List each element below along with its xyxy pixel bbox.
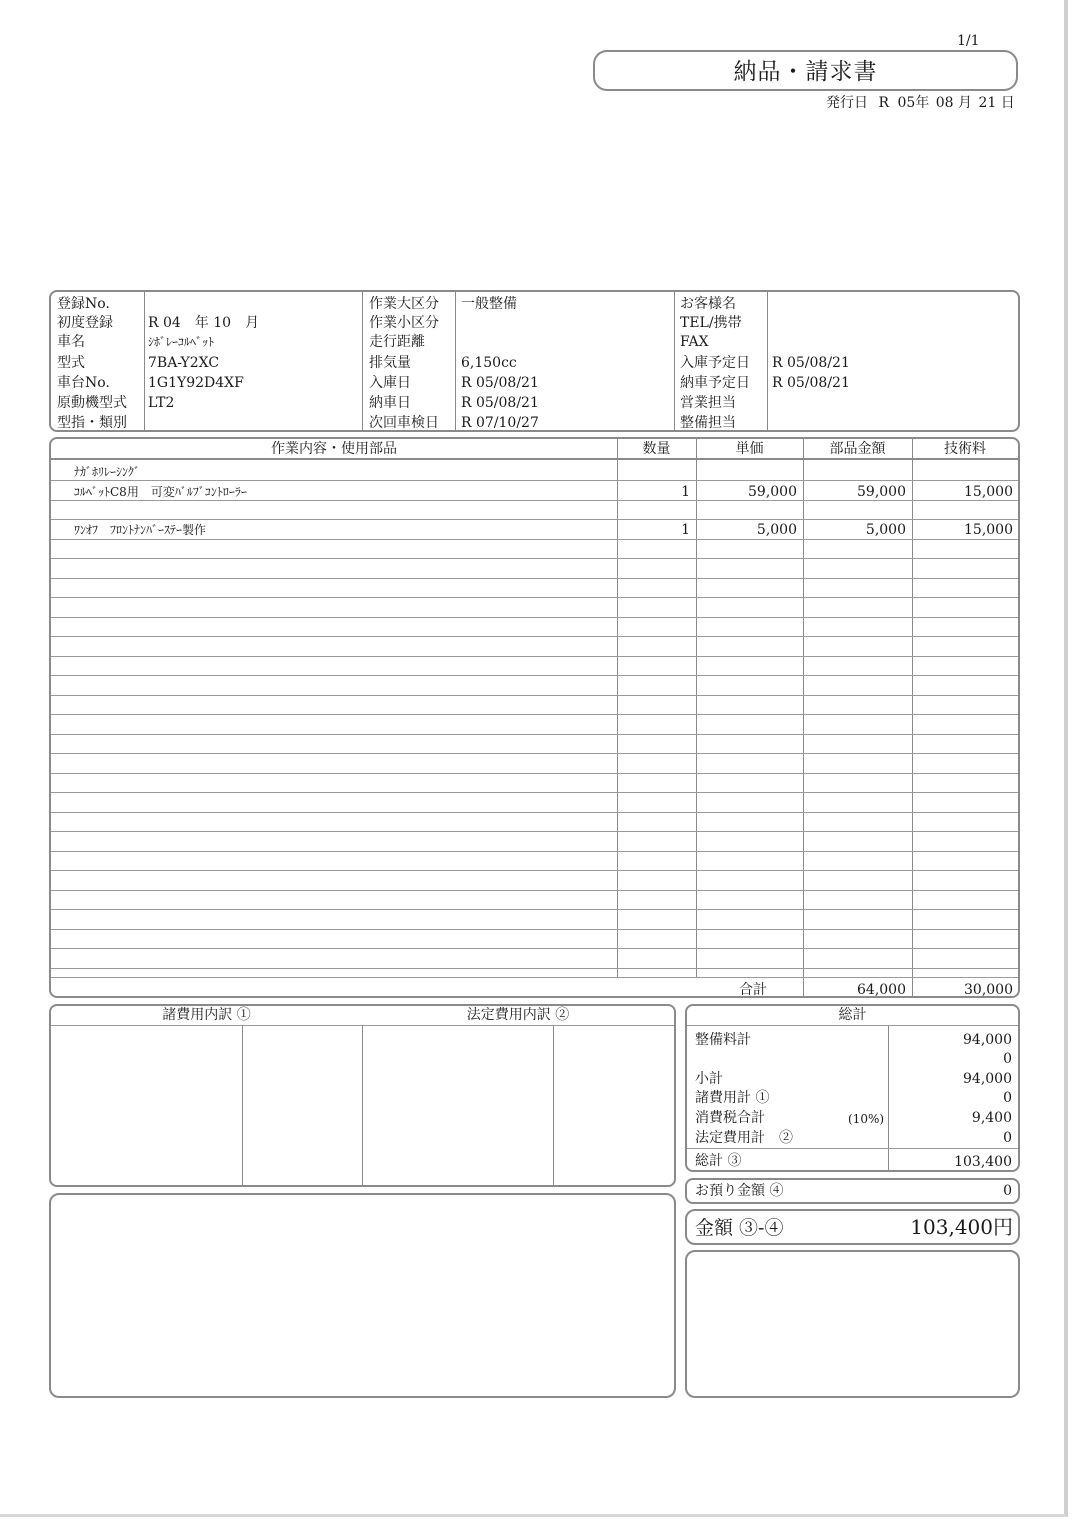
table-rule (51, 929, 1018, 930)
page-number: 1/1 (957, 33, 980, 49)
table-rule (51, 870, 1018, 871)
issue-date-label: 発行日 (826, 95, 868, 111)
deposit-box (685, 1178, 1020, 1204)
grand-total-value: 103,400 (954, 1154, 1012, 1170)
row-description: ﾅｶﾞﾎﾘﾚｰｼﾝｸﾞ (74, 465, 141, 479)
table-rule (51, 480, 1018, 481)
displacement-label: 排気量 (369, 355, 411, 371)
table-rule (51, 968, 1018, 969)
table-rule (51, 773, 1018, 774)
in-date-label: 入庫日 (369, 375, 411, 391)
row-technical-fee: 15,000 (964, 484, 1013, 500)
title-box (593, 50, 1018, 91)
table-rule (51, 539, 1018, 540)
reg-no-label: 登録No. (57, 296, 110, 312)
blank-line-value: 0 (1003, 1051, 1012, 1067)
engine-value: LT2 (148, 395, 175, 411)
amount-due-label: 金額 ③-④ (695, 1217, 784, 1239)
next-inspection-value: R 07/10/27 (461, 415, 539, 431)
table-rule (51, 695, 1018, 696)
first-reg-value: R 04 年 10 月 (148, 315, 260, 331)
legal-total-value: 0 (1003, 1130, 1012, 1146)
table-rule (51, 714, 1018, 715)
planned-delivery-value: R 05/08/21 (772, 375, 850, 391)
table-rule (51, 617, 1018, 618)
tech-total: 30,000 (964, 982, 1013, 998)
grand-total-label: 総計 ③ (695, 1153, 742, 1169)
work-minor-label: 作業小区分 (369, 315, 439, 331)
issue-day-unit: 日 (1000, 95, 1015, 111)
subtotal-label: 小計 (695, 1071, 723, 1087)
document-title: 納品・請求書 (733, 59, 878, 85)
table-rule (51, 948, 1018, 949)
table-rule (51, 636, 1018, 637)
table-rule (51, 909, 1018, 910)
issue-month-unit: 月 (958, 95, 973, 111)
tel-label: TEL/携帯 (680, 315, 742, 331)
row-quantity: 1 (681, 522, 690, 538)
header-description: 作業内容・使用部品 (271, 441, 397, 457)
parts-total: 64,000 (857, 982, 906, 998)
delivery-date-value: R 05/08/21 (461, 395, 539, 411)
subtotal-value: 94,000 (963, 1071, 1012, 1087)
table-rule (51, 851, 1018, 852)
delivery-date-label: 納車日 (369, 395, 411, 411)
summary-title: 総計 (838, 1007, 867, 1023)
table-rule (51, 792, 1018, 793)
in-date-value: R 05/08/21 (461, 375, 539, 391)
header-quantity: 数量 (642, 441, 671, 457)
amount-due-box (685, 1209, 1020, 1245)
type-label: 型指・類別 (57, 415, 127, 431)
remarks-box (49, 1193, 676, 1398)
table-rule (51, 977, 1018, 978)
stamp-box (685, 1250, 1020, 1398)
legal-total-label: 法定費用計 ② (695, 1130, 793, 1146)
deposit-value: 0 (1003, 1183, 1012, 1199)
issue-year: 05 (897, 95, 916, 111)
table-rule (51, 558, 1018, 559)
header-technical-fee: 技術料 (944, 441, 986, 457)
issue-month: 08 (935, 95, 954, 111)
table-rule (51, 753, 1018, 754)
table-rule (51, 656, 1018, 657)
row-quantity: 1 (681, 484, 690, 500)
next-inspection-label: 次回車検日 (369, 415, 439, 431)
mileage-label: 走行距離 (369, 334, 425, 350)
car-name-value: ｼﾎﾞﾚｰｺﾙﾍﾞｯﾄ (148, 335, 215, 349)
maintenance-total-value: 94,000 (963, 1032, 1012, 1048)
work-major-label: 作業大区分 (369, 296, 439, 312)
deposit-label: お預り金額 ④ (695, 1183, 784, 1199)
issue-era: R (878, 95, 889, 111)
planned-in-value: R 05/08/21 (772, 355, 850, 371)
total-label: 合計 (739, 982, 767, 998)
row-parts-amount: 59,000 (857, 484, 906, 500)
row-technical-fee: 15,000 (964, 522, 1013, 538)
issue-date (826, 94, 1015, 112)
table-rule (51, 831, 1018, 832)
planned-in-label: 入庫予定日 (680, 355, 750, 371)
chassis-value: 1G1Y92D4XF (148, 375, 244, 391)
first-reg-label: 初度登録 (57, 315, 113, 331)
customer-name-label: お客様名 (680, 296, 736, 312)
amount-due-value: 103,400円 (910, 1215, 1013, 1239)
displacement-value: 6,150cc (461, 355, 517, 371)
model-label: 型式 (57, 355, 85, 371)
work-major-value: 一般整備 (461, 296, 517, 312)
table-rule (51, 890, 1018, 891)
misc-fees-header: 諸費用内訳 ① (162, 1007, 251, 1023)
row-unit-price: 5,000 (756, 522, 797, 538)
model-value: 7BA-Y2XC (148, 355, 220, 371)
row-description: ﾜﾝｵﾌ ﾌﾛﾝﾄﾅﾝﾊﾞｰｽﾃｰ製作 (74, 523, 207, 537)
table-rule (51, 812, 1018, 813)
tax-value: 9,400 (971, 1110, 1012, 1126)
row-description: ｺﾙﾍﾞｯﾄC8用 可変ﾊﾞﾙﾌﾞｺﾝﾄﾛｰﾗｰ (74, 485, 247, 499)
header-parts-amount: 部品金額 (829, 441, 886, 457)
table-rule (51, 597, 1018, 598)
sales-rep-label: 営業担当 (680, 395, 736, 411)
table-rule (51, 519, 1018, 520)
tax-label: 消費税合計 (695, 1110, 765, 1126)
tax-rate: (10%) (848, 1112, 885, 1126)
issue-day: 21 (978, 95, 997, 111)
mechanic-label: 整備担当 (680, 415, 736, 431)
chassis-label: 車台No. (57, 375, 110, 391)
row-parts-amount: 5,000 (865, 522, 906, 538)
row-unit-price: 59,000 (748, 484, 797, 500)
car-name-label: 車名 (57, 334, 85, 350)
legal-fees-header: 法定費用内訳 ② (466, 1007, 570, 1023)
engine-label: 原動機型式 (57, 395, 127, 411)
misc-total-value: 0 (1003, 1090, 1012, 1106)
table-rule (51, 734, 1018, 735)
header-unit-price: 単価 (735, 441, 764, 457)
planned-delivery-label: 納車予定日 (680, 375, 750, 391)
issue-year-unit: 年 (915, 95, 930, 111)
table-rule (51, 675, 1018, 676)
maintenance-total-label: 整備料計 (695, 1032, 751, 1048)
fax-label: FAX (680, 334, 709, 350)
table-rule (51, 578, 1018, 579)
misc-total-label: 諸費用計 ① (695, 1090, 770, 1106)
